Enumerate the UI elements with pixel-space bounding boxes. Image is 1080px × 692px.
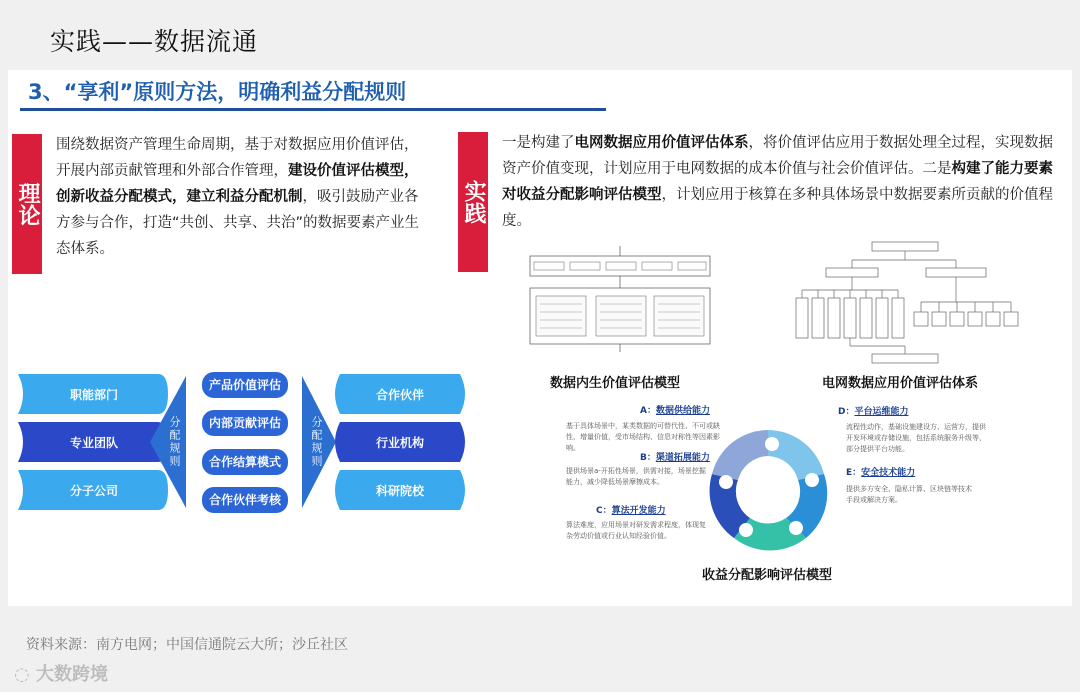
theory-text-1: 围绕数据资产管理生命周期，基于对数据应用价值评估，开展内部贡献管理和外部合作管理， [56,137,419,179]
distribution-flow-diagram [18,372,478,512]
left-arrow-label: 分配规则 [168,416,181,468]
middle-item-1: 产品价值评估 [202,372,288,398]
ability-d-letter: D： [838,407,855,417]
theory-tag: 理论 [12,134,42,274]
ability-cycle-graphic [706,426,830,560]
ability-e-desc: 提供多方安全、隐私计算、区块链等技术手段或解决方案。 [846,485,972,504]
practice-bold-1: 电网数据应用价值评估体系 [574,135,749,151]
ability-b-name: 渠道拓展能力 [655,453,710,463]
ability-c-desc: 算法难度，应用场景对研发需求程度，体现复杂劳动价值或行业认知经验价值。 [566,521,706,540]
chat-icon [719,475,733,489]
practice-bold-2: 构建了能力要素对收益分配影响评估模型 [502,161,1053,203]
model-1-caption: 数据内生价值评估模型 [550,376,681,391]
ability-cycle-svg [706,426,830,560]
practice-tag: 实践 [458,132,488,272]
left-item-1: 职能部门 [69,387,118,402]
internal-value-model-diagram [516,244,716,354]
ability-a-label [640,403,710,416]
right-item-2: 行业机构 [375,435,424,450]
ability-b-desc: 提供场景a-开拓性场景，供需对接，场景挖掘能力，减少降低场景摩擦成本。 [566,467,706,486]
section-divider [20,108,606,111]
left-item-3: 分子公司 [69,483,118,498]
ability-a-desc: 基于具体场景中，某类数据的可替代性、不可或缺性、增量价值，受市场结构、信息对称性等因素影响。 [566,422,720,452]
model-3-caption: 收益分配影响评估模型 [702,568,833,583]
middle-item-3: 合作结算模式 [202,449,288,475]
ability-d-name: 平台运维能力 [854,407,909,417]
ability-e-label [846,465,915,478]
middle-item-4: 合作伙伴考核 [202,487,288,513]
practice-text-1: 一是构建了 [502,135,575,151]
ability-c-letter: C： [596,506,612,516]
watermark-logo [14,660,108,686]
model-2-caption: 电网数据应用价值评估体系 [822,376,979,391]
facebook-icon [805,473,819,487]
right-item-1: 合作伙伴 [375,387,424,402]
search-icon [739,523,753,537]
ability-e-letter: E： [846,468,862,478]
ability-d-desc: 流程性动作，基础设施建设方、运营方，提供开发环境或存储设施，包括系统服务升级等，部分提供平台功能。 [846,423,986,453]
ability-e-name: 安全技术能力 [861,468,916,478]
ability-c-label [596,503,666,516]
camera-icon [765,437,779,451]
right-item-3: 科研院校 [375,483,424,498]
left-item-2: 专业团队 [69,435,118,450]
source-note: 资料来源：南方电网；中国信通院云大所；沙丘社区 [26,637,348,653]
page-title: 实践——数据流通 [50,27,259,56]
internal-value-model-graphic [516,244,716,354]
theory-paragraph [56,132,426,262]
theory-text-2: ，吸引鼓励产业各方参与合作，打造“共创、共享、共治”的数据要素产业生态体系。 [56,189,420,257]
watermark-text: 大数跨境 [35,664,108,685]
ability-d-label [838,404,909,417]
section-heading: 3、“享利”原则方法，明确利益分配规则 [28,80,407,104]
ability-c-name: 算法开发能力 [611,506,666,516]
logo-icon: ◌ [14,664,36,685]
ability-b-letter: B： [640,453,656,463]
middle-item-2: 内部贡献评估 [202,410,288,436]
practice-text-3: ，计划应用于核算在多种具体场景中数据要素所贡献的价值程度。 [502,187,1053,229]
theory-bold-1: 建设价值评估模型，创新收益分配模式，建立利益分配机制 [56,163,419,205]
grid-value-system-diagram [790,240,1020,368]
practice-paragraph [502,130,1054,234]
ability-a-letter: A： [640,406,656,416]
right-arrow-label: 分配规则 [310,416,323,468]
megaphone-icon [789,521,803,535]
ability-a-name: 数据供给能力 [655,406,710,416]
ability-b-label [640,450,710,463]
grid-value-system-graphic [790,240,1020,368]
practice-text-2: ，将价值评估应用于数据处理全过程，实现数据资产价值变现，计划应用于电网数据的成本价值与社会价值评估。二是 [502,135,1053,177]
